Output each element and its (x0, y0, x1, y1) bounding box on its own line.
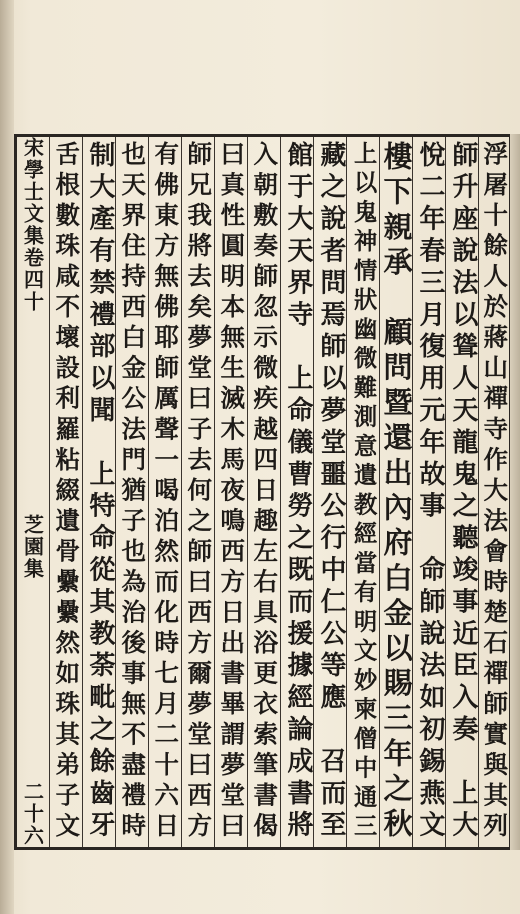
text-column-1 (478, 137, 509, 847)
column-text: 館于大天界寺 上命儀曹勞之既而援據經論成書將 (282, 141, 313, 843)
column-text: 有佛東方無佛耶師厲聲一喝泊然而化時七月二十六日 (151, 141, 181, 843)
text-column-10 (181, 137, 214, 847)
text-column-4 (379, 137, 412, 847)
text-column-12 (115, 137, 148, 847)
page-edge-shadow (510, 134, 520, 850)
column-text: 制大產有禁禮部以聞 上特命從其教荼毗之餘齒牙 (84, 141, 115, 843)
margin-collection-title: 宋學士文集卷四十 (20, 137, 45, 313)
column-text: 曰真性圓明本無生滅木馬夜鳴西方日出書畢謂夢堂曰 (217, 141, 247, 843)
text-column-9 (214, 137, 247, 847)
text-column-13 (82, 137, 115, 847)
text-column-6 (313, 137, 346, 847)
text-column-11 (148, 137, 181, 847)
column-text: 樓下親承 顧問暨還出內府白金以賜三年之秋 (379, 141, 414, 843)
text-column-2 (445, 137, 478, 847)
center-margin-column (17, 137, 49, 847)
margin-page-number: 二十六 (20, 781, 45, 847)
text-column-3 (412, 137, 445, 847)
text-column-8 (247, 137, 280, 847)
book-spine-shadow (0, 0, 14, 914)
column-text: 藏之說者問焉師以夢堂噩公行中仁公等應 召而至 (315, 141, 346, 843)
text-column-5 (346, 137, 379, 847)
column-text: 入朝敷奏師忽示微疾越四日趣左右具浴更衣索筆書偈 (250, 141, 280, 843)
text-column-14 (49, 137, 82, 847)
column-text: 悅二年春三月復用元年故事 命師說法如初錫燕文 (414, 141, 445, 843)
column-text: 師兄我將去矣夢堂曰子去何之師曰西方爾夢堂曰西方 (184, 141, 214, 843)
column-text: 師升座說法以聳人天龍鬼之聽竣事近臣入奏 上大 (447, 141, 478, 843)
column-text: 舌根數珠咸不壞設利羅粘綴遺骨纍纍然如珠其弟子文 (52, 141, 82, 843)
margin-section-title: 芝園集 (20, 514, 45, 580)
column-text: 浮屠十餘人於蔣山禪寺作大法會時楚石禪師實與其列 (480, 141, 510, 843)
text-column-7 (280, 137, 313, 847)
column-text: 也天界住持西白金公法門猶子也為治後事無不盡禮時 (118, 141, 148, 843)
column-text: 上以鬼神情狀幽微難測意遺教經當有明文妙柬僧中通三 (349, 141, 377, 843)
text-frame (14, 134, 512, 850)
